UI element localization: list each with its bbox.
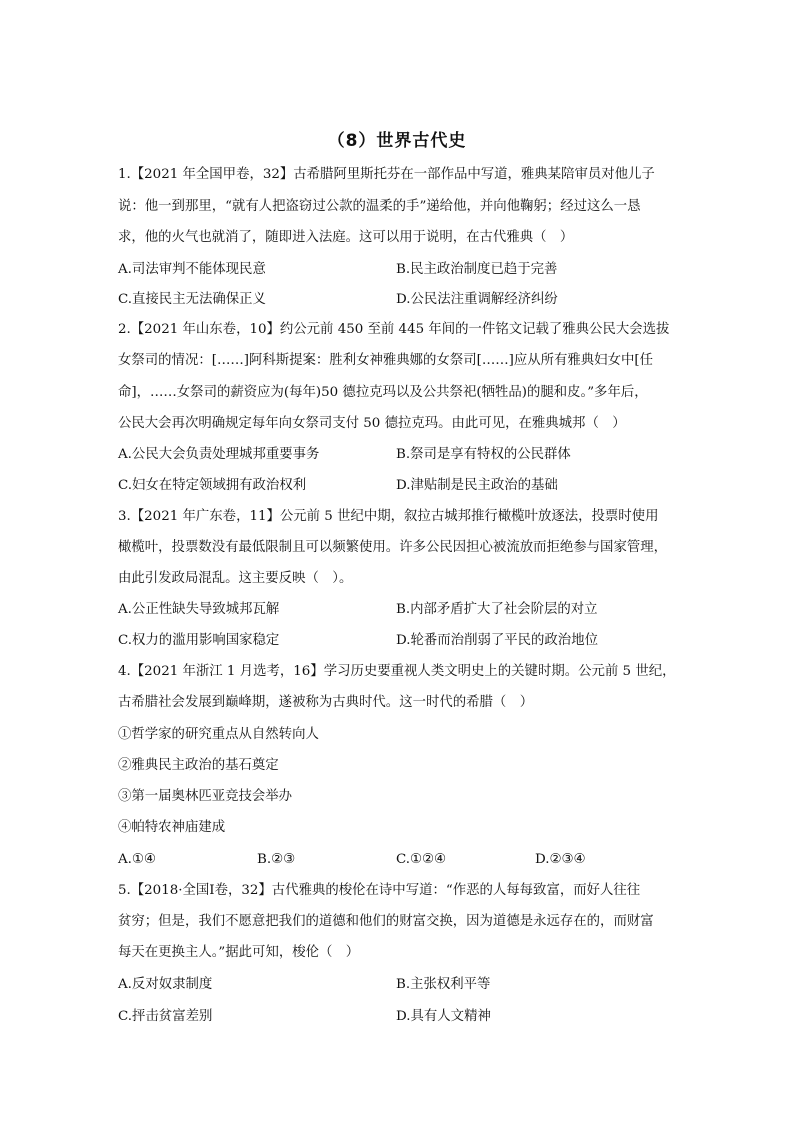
question-1-option-d: D.公民法注重调解经济纠纷	[396, 292, 558, 307]
question-1-line-3: 求，他的火气也就消了，随即进入法庭。这可以用于说明，在古代雅典（ ）	[118, 230, 574, 245]
question-3-line-2: 橄榄叶，投票数没有最低限制且可以频繁使用。许多公民因担心被流放而拒绝参与国家管理，	[118, 540, 668, 555]
question-2-line-3: 命]，……女祭司的薪资应为(每年)50 德拉克玛以及公共祭祀(牺牲品)的腿和皮。”多年后，	[118, 385, 648, 400]
question-4-item-2: ②雅典民主政治的基石奠定	[118, 758, 279, 773]
question-2-option-a: A.公民大会负责处理城邦重要事务	[118, 447, 320, 462]
question-4-item-4: ④帕特农神庙建成	[118, 820, 226, 835]
question-3-line-3: 由此引发政局混乱。这主要反映（ ）。	[118, 571, 353, 586]
question-5-option-b: B.主张权利平等	[396, 977, 491, 992]
question-3-option-a: A.公正性缺失导致城邦瓦解	[118, 602, 280, 617]
question-3-option-c: C.权力的滥用影响国家稳定	[118, 633, 280, 648]
question-4-option-b: B.②③	[257, 852, 296, 867]
question-4-item-1: ①哲学家的研究重点从自然转向人	[118, 727, 319, 742]
page-title: （8）世界古代史	[327, 131, 467, 151]
question-5-option-c: C.抨击贫富差别	[118, 1009, 213, 1024]
question-4-option-d: D.②③④	[535, 852, 586, 867]
question-2-option-c: C.妇女在特定领域拥有政治权利	[118, 478, 307, 493]
question-3-option-b: B.内部矛盾扩大了社会阶层的对立	[396, 602, 598, 617]
question-1-line-1: 1.【2021 年全国甲卷，32】古希腊阿里斯托芬在一部作品中写道，雅典某陪审员对他儿子	[118, 167, 655, 182]
question-4-option-c: C.①②④	[396, 852, 447, 867]
question-2-line-4: 公民大会再次明确规定每年向女祭司支付 50 德拉克玛。由此可见，在雅典城邦（ ）	[118, 416, 626, 431]
question-5-option-a: A.反对奴隶制度	[118, 977, 213, 992]
question-2-line-1: 2.【2021 年山东卷，10】约公元前 450 至前 445 年间的一件铭文记载了雅典公民大会选拔	[118, 322, 670, 337]
question-4-item-3: ③第一届奥林匹亚竞技会举办	[118, 789, 293, 804]
question-2-line-2: 女祭司的情况：[……]阿科斯提案：胜利女神雅典娜的女祭司[……]应从所有雅典妇女中[任	[118, 353, 653, 368]
question-1-option-c: C.直接民主无法确保正义	[118, 292, 266, 307]
question-5-line-3: 每天在更换主人。”据此可知，梭伦（ ）	[118, 945, 360, 960]
question-2-option-b: B.祭司是享有特权的公民群体	[396, 447, 571, 462]
question-5-line-2: 贫穷；但是，我们不愿意把我们的道德和他们的财富交换，因为道德是永远存在的，而财富	[118, 914, 654, 929]
question-2-option-d: D.津贴制是民主政治的基础	[396, 478, 558, 493]
question-4-line-1: 4.【2021 年浙江 1 月选考，16】学习历史要重视人类文明史上的关键时期。公元前 5 世纪，	[118, 664, 676, 679]
question-5-line-1: 5.【2018·全国Ⅰ卷，32】古代雅典的梭伦在诗中写道：“作恶的人每每致富，而好人往往	[118, 883, 641, 898]
question-3-option-d: D.轮番而治削弱了平民的政治地位	[396, 633, 598, 648]
question-4-option-a: A.①④	[118, 852, 156, 867]
question-3-line-1: 3.【2021 年广东卷，11】公元前 5 世纪中期，叙拉古城邦推行橄榄叶放逐法，投票时使用	[118, 509, 659, 524]
question-1-line-2: 说：他一到那里，“就有人把盗窃过公款的温柔的手”递给他，并向他鞠躬；经过这么一恳	[118, 199, 641, 214]
question-1-option-a: A.司法审判不能体现民意	[118, 262, 266, 277]
question-1-option-b: B.民主政治制度已趋于完善	[396, 262, 558, 277]
question-5-option-d: D.具有人文精神	[396, 1009, 491, 1024]
question-4-line-2: 古希腊社会发展到巅峰期，遂被称为古典时代。这一时代的希腊（ ）	[118, 695, 534, 710]
